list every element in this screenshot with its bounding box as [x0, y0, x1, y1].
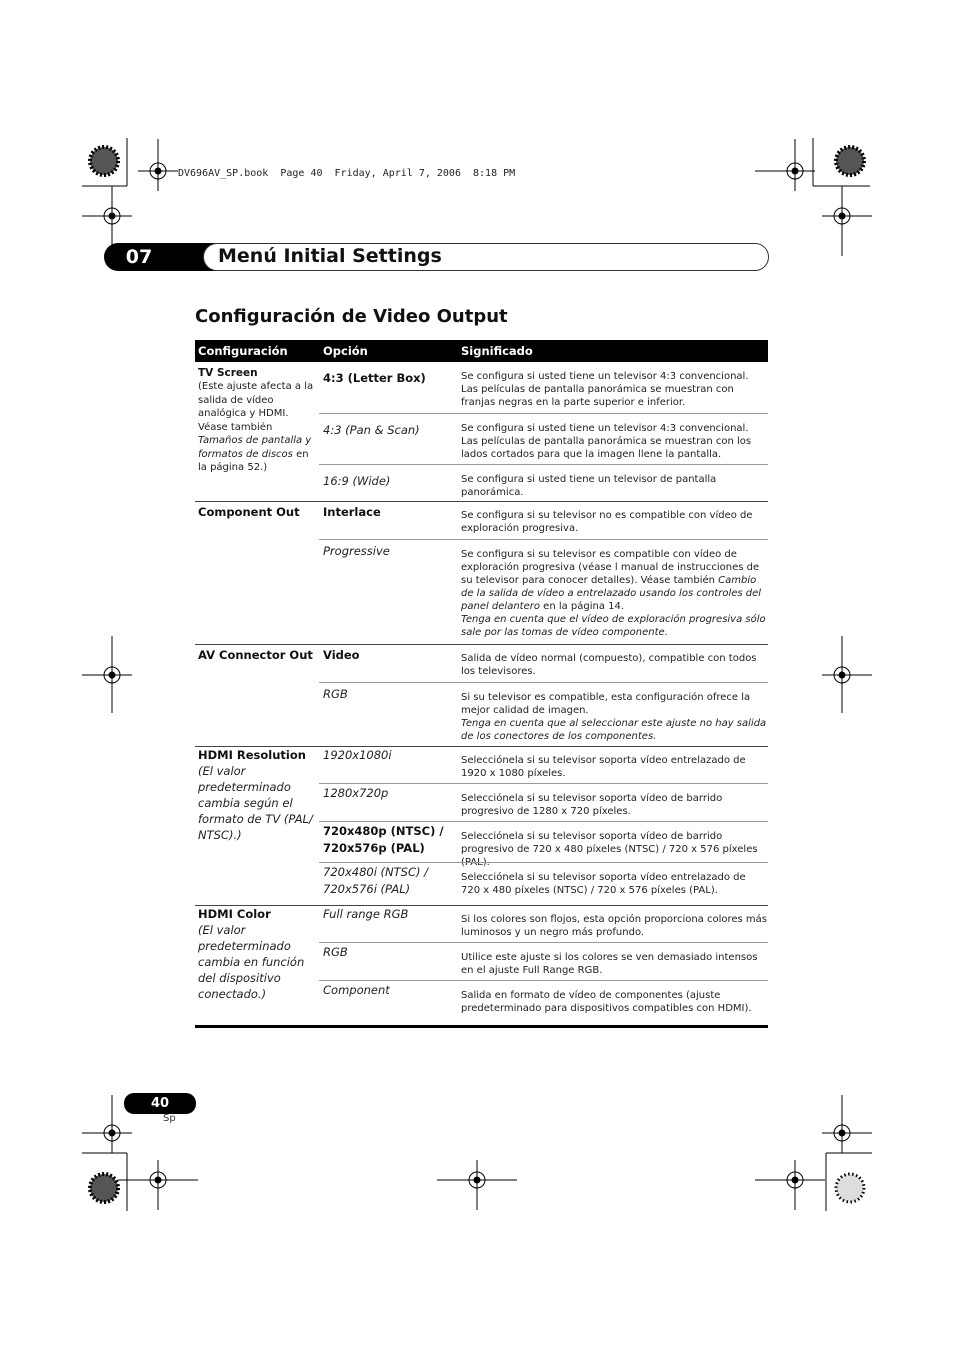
meaning-note: Tenga en cuenta que el vídeo de exploración progresiva sólo sale por las tomas de vídeo componente.: [461, 614, 766, 638]
option-meaning: [461, 548, 767, 639]
option-row: [319, 501, 768, 539]
group-av-connector-out: [195, 644, 768, 746]
setting-cell: [198, 647, 316, 663]
group-component-out: [195, 501, 768, 644]
option-row: [319, 942, 768, 981]
note-text: (Este ajuste afecta a la salida de vídeo analógica y HDMI. Véase también: [198, 381, 314, 433]
option-row: [319, 905, 768, 942]
option-meaning: Selecciónela si su televisor soporta vídeo de barrido progresivo de 720 x 480 píxeles (NTSC) / 720 x 576 píxeles (PAL).: [461, 831, 758, 868]
setting-name: Component Out: [198, 505, 300, 519]
book-info-line: DV696AV_SP.book Page 40 Friday, April 7, 2006 8:18 PM: [178, 168, 516, 179]
setting-cell: [198, 366, 316, 475]
setting-cell: [198, 747, 316, 843]
setting-note: (El valor predeterminado cambia en función del dispositivo conectado.): [198, 923, 305, 1001]
option-row: [319, 821, 768, 868]
option-row: [319, 862, 768, 906]
meaning-note: Tenga en cuenta que al seleccionar este ajuste no hay salida de los conectores de los componentes.: [461, 718, 767, 742]
setting-cell: [198, 906, 316, 1002]
option-meaning: Utilice este ajuste si los colores se ven demasiado intensos en el ajuste Full Range RGB.: [461, 952, 758, 976]
setting-name: HDMI Resolution: [198, 748, 306, 762]
option-name: Interlace: [323, 505, 381, 519]
option-meaning: Selecciónela si su televisor soporta vídeo entrelazado de 1920 x 1080 píxeles.: [461, 755, 746, 779]
meaning-text: Si su televisor es compatible, esta configuración ofrece la mejor calidad de imagen.: [461, 692, 751, 716]
setting-note: (El valor predeterminado cambia según el formato de TV (PAL/ NTSC).): [198, 764, 313, 842]
option-name: 4:3 (Letter Box): [323, 371, 426, 385]
section-title: Configuración de Video Output: [195, 306, 508, 327]
group-hdmi-color: [195, 905, 768, 1025]
option-name: Video: [323, 648, 360, 662]
note-tail: en la página 52.): [198, 448, 309, 473]
option-name: 1280x720p: [323, 786, 389, 800]
meaning-reference: Cambio de la salida de vídeo a entrelazado usando los controles del panel delantero: [461, 575, 762, 612]
option-name: 16:9 (Wide): [323, 474, 391, 488]
option-meaning: Salida en formato de vídeo de componentes (ajuste predeterminado para dispositivos compatibles con HDMI).: [461, 990, 752, 1014]
option-meaning: Se configura si usted tiene un televisor 4:3 convencional. Las películas de pantalla panorámica se muestran con los lados cortados para que la imagen llene la pantalla.: [461, 423, 752, 460]
option-name: Full range RGB: [323, 907, 409, 921]
option-name: RGB: [323, 687, 348, 701]
option-meaning: Se configura si su televisor no es compatible con vídeo de exploración progresiva.: [461, 510, 753, 534]
option-row: [319, 539, 768, 645]
option-row: [319, 413, 768, 465]
chapter-title: Menú Initial Settings: [218, 245, 442, 267]
meaning-text: Se configura si su televisor es compatible con vídeo de exploración progresiva (véase l manual de instrucciones de su televisor para conocer detalles). Véase también: [461, 549, 760, 586]
option-row: [319, 362, 768, 413]
language-code: Sp: [163, 1113, 176, 1124]
option-meaning: Salida de vídeo normal (compuesto), compatible con todos los televisores.: [461, 653, 757, 677]
option-name: 1920x1080i: [323, 748, 392, 762]
setting-name: TV Screen: [198, 367, 258, 379]
table-bottom-rule: [195, 1025, 768, 1028]
setting-name: AV Connector Out: [198, 648, 313, 662]
option-row: [319, 464, 768, 502]
option-row: [319, 783, 768, 822]
option-name: Progressive: [323, 544, 390, 558]
setting-cell: [198, 504, 316, 520]
option-meaning: Selecciónela si su televisor soporta vídeo entrelazado de 720 x 480 píxeles (NTSC) / 720 x 576 píxeles (PAL).: [461, 872, 746, 896]
group-hdmi-resolution: [195, 746, 768, 905]
page-number: 40: [150, 1096, 170, 1111]
option-name: 720x480p (NTSC) / 720x576p (PAL): [323, 824, 444, 855]
option-row: [319, 980, 768, 1026]
option-row: [319, 746, 768, 783]
group-tv-screen: [195, 362, 768, 501]
meaning-tail: en la página 14.: [539, 601, 625, 612]
option-name: 4:3 (Pan & Scan): [323, 423, 420, 437]
header-configuracion: Configuración: [198, 344, 288, 358]
option-meaning: Selecciónela si su televisor soporta vídeo de barrido progresivo de 1280 x 720 píxeles.: [461, 793, 723, 817]
option-name: 720x480i (NTSC) / 720x576i (PAL): [323, 865, 429, 896]
setting-note: [198, 380, 316, 475]
setting-name: HDMI Color: [198, 907, 271, 921]
option-meaning: Se configura si usted tiene un televisor 4:3 convencional. Las películas de pantalla panorámica se muestran con franjas negras en la parte superior e inferior.: [461, 371, 749, 408]
option-row: [319, 644, 768, 682]
option-meaning: Si los colores son flojos, esta opción proporciona colores más luminosos y un negro más profundo.: [461, 914, 768, 938]
header-opcion: Opción: [323, 344, 368, 358]
option-meaning: [461, 691, 767, 743]
chapter-number: 07: [125, 246, 153, 268]
option-meaning: Se configura si usted tiene un televisor de pantalla panorámica.: [461, 474, 717, 498]
option-name: Component: [323, 983, 390, 997]
option-name: RGB: [323, 945, 348, 959]
note-reference: Tamaños de pantalla y formatos de discos: [198, 435, 312, 460]
option-row: [319, 682, 768, 747]
table-header: [195, 340, 768, 362]
header-significado: Significado: [461, 344, 533, 358]
